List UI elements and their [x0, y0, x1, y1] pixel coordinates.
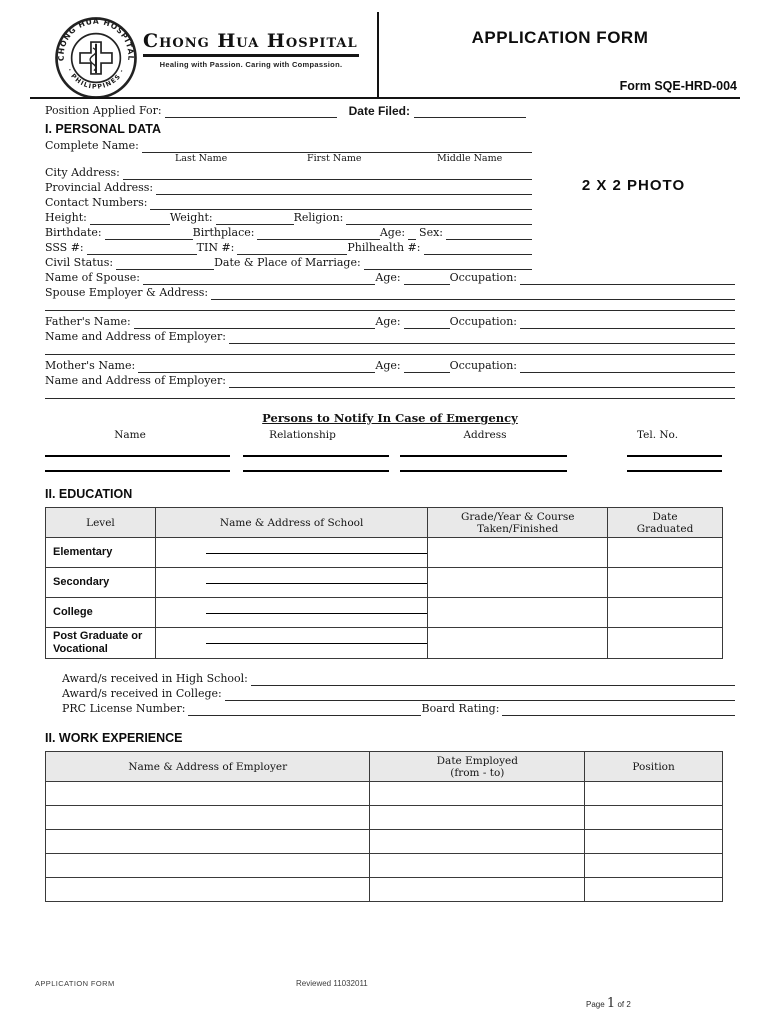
page-word: Page: [586, 1000, 605, 1009]
philhealth-label: Philhealth #:: [347, 241, 421, 254]
complete-name-line[interactable]: [142, 141, 532, 153]
last-name-sublabel: Last Name: [175, 153, 228, 164]
work-position-cell[interactable]: [585, 854, 723, 878]
father-name-line[interactable]: [134, 317, 376, 329]
wordmark-rule: [143, 54, 359, 57]
provincial-address-label: Provincial Address:: [45, 181, 154, 194]
father-occupation-line[interactable]: [520, 317, 735, 329]
emergency-line[interactable]: [45, 455, 230, 457]
city-address-line[interactable]: [123, 168, 532, 180]
work-employer-cell[interactable]: [46, 806, 370, 830]
grade-cell[interactable]: [428, 628, 608, 659]
civil-status-line[interactable]: [116, 258, 214, 270]
section-education: II. EDUCATION: [45, 487, 133, 501]
marriage-label: Date & Place of Marriage:: [214, 256, 361, 269]
marriage-line[interactable]: [364, 258, 532, 270]
school-cell[interactable]: [155, 538, 427, 568]
emergency-row-2: [45, 470, 735, 472]
school-cell[interactable]: [155, 598, 427, 628]
header-vertical-divider: [377, 12, 379, 97]
position-applied-label: Position Applied For:: [45, 104, 162, 117]
middle-name-sublabel: Middle Name: [437, 153, 503, 164]
work-row: [46, 782, 723, 806]
photo-area: [532, 137, 735, 270]
civil-status-label: Civil Status:: [45, 256, 114, 269]
work-date-cell[interactable]: [370, 878, 585, 902]
date-graduated-cell[interactable]: [608, 568, 723, 598]
blank-line[interactable]: [45, 388, 735, 399]
emergency-col-name: Name: [114, 429, 146, 441]
level-label: College: [46, 598, 156, 628]
work-header-row: [46, 752, 723, 782]
spouse-age-label: Age:: [375, 271, 401, 284]
age-label: Age:: [379, 226, 406, 239]
seal-arc-top-text: CHONG HUA HOSPITAL: [56, 16, 136, 62]
board-rating-line[interactable]: [502, 704, 735, 716]
mother-age-label: Age:: [375, 359, 401, 372]
mother-employer-label: Name and Address of Employer:: [45, 374, 226, 387]
awards-block: [45, 671, 735, 716]
award-highschool-label: Award/s received in High School:: [62, 672, 248, 685]
religion-label: Religion:: [293, 211, 344, 224]
footer-document-name: APPLICATION FORM: [35, 979, 115, 988]
section-personal-data: I. PERSONAL DATA: [45, 122, 161, 136]
school-writing-line[interactable]: [206, 613, 427, 614]
hospital-wordmark: [143, 30, 359, 69]
education-row-college: [46, 598, 723, 628]
father-employer-line[interactable]: [229, 332, 735, 344]
education-row-elementary: [46, 538, 723, 568]
date-filed-line[interactable]: [414, 106, 526, 118]
emergency-line[interactable]: [400, 455, 567, 457]
photo-placeholder-label: 2 X 2 PHOTO: [581, 177, 686, 194]
provincial-address-line[interactable]: [156, 183, 532, 195]
father-employer-label: Name and Address of Employer:: [45, 330, 226, 343]
position-applied-line[interactable]: [165, 106, 337, 118]
row-position-applied: [45, 102, 735, 118]
header-rule: [30, 97, 740, 99]
level-label: Secondary: [46, 568, 156, 598]
spouse-occupation-line[interactable]: [520, 273, 735, 285]
school-cell[interactable]: [155, 568, 427, 598]
father-occupation-label: Occupation:: [449, 315, 517, 328]
footer-page-indicator: [586, 996, 631, 1011]
work-date-cell[interactable]: [370, 854, 585, 878]
work-employer-cell[interactable]: [46, 782, 370, 806]
level-label: Elementary: [46, 538, 156, 568]
spouse-employer-label: Spouse Employer & Address:: [45, 286, 209, 299]
height-line[interactable]: [90, 213, 170, 225]
form-number: Form SQE-HRD-004: [619, 79, 737, 93]
education-row-postgraduate: [46, 628, 723, 659]
philhealth-line[interactable]: [424, 243, 533, 255]
mother-name-line[interactable]: [138, 361, 375, 373]
father-age-line[interactable]: [404, 317, 450, 329]
contact-numbers-label: Contact Numbers:: [45, 196, 148, 209]
birthplace-line[interactable]: [257, 228, 379, 240]
emergency-line[interactable]: [45, 470, 230, 472]
mother-employer-line[interactable]: [229, 376, 735, 388]
sss-line[interactable]: [87, 243, 197, 255]
city-address-label: City Address:: [45, 166, 120, 179]
father-name-label: Father's Name:: [45, 315, 131, 328]
emergency-section: [45, 411, 735, 472]
school-writing-line[interactable]: [206, 553, 427, 554]
work-experience-table: [45, 751, 723, 902]
mother-name-label: Mother's Name:: [45, 359, 136, 372]
birthdate-label: Birthdate:: [45, 226, 102, 239]
school-cell[interactable]: [155, 628, 427, 659]
emergency-title: Persons to Notify In Case of Emergency: [262, 411, 518, 425]
mother-occupation-line[interactable]: [520, 361, 735, 373]
date-filed-label: Date Filed:: [348, 104, 410, 118]
father-age-label: Age:: [375, 315, 401, 328]
emergency-row-1: [45, 455, 735, 457]
emergency-col-relationship: Relationship: [269, 429, 336, 441]
sss-label: SSS #:: [45, 241, 84, 254]
work-position-cell[interactable]: [585, 782, 723, 806]
blank-line[interactable]: [45, 344, 735, 355]
mother-age-line[interactable]: [404, 361, 450, 373]
complete-name-label: Complete Name:: [45, 139, 139, 152]
work-row: [46, 854, 723, 878]
name-sublabels: [45, 153, 532, 165]
emergency-line[interactable]: [400, 470, 567, 472]
work-position-cell[interactable]: [585, 878, 723, 902]
spouse-employer-line[interactable]: [211, 288, 735, 300]
grade-cell[interactable]: [428, 598, 608, 628]
work-date-cell[interactable]: [370, 830, 585, 854]
seal-arc-bottom-text: · PHILIPPINES ·: [65, 67, 127, 91]
work-position-cell[interactable]: [585, 830, 723, 854]
education-col-level: Level: [46, 508, 156, 538]
education-header-row: [46, 508, 723, 538]
mother-occupation-label: Occupation:: [449, 359, 517, 372]
level-label: Post Graduate or Vocational: [46, 628, 156, 659]
birthplace-label: Birthplace:: [192, 226, 255, 239]
work-employer-cell[interactable]: [46, 830, 370, 854]
grade-cell[interactable]: [428, 538, 608, 568]
sex-line[interactable]: [446, 228, 532, 240]
award-college-label: Award/s received in College:: [62, 687, 222, 700]
page-title: APPLICATION FORM: [471, 28, 649, 47]
work-col-position: Position: [585, 752, 723, 782]
education-table: [45, 507, 723, 659]
emergency-line[interactable]: [243, 470, 389, 472]
date-graduated-cell[interactable]: [608, 598, 723, 628]
tin-label: TIN #:: [196, 241, 235, 254]
contact-numbers-line[interactable]: [150, 198, 532, 210]
school-writing-line[interactable]: [206, 583, 427, 584]
education-col-date: Date Graduated: [608, 508, 723, 538]
weight-label: Weight:: [169, 211, 213, 224]
school-writing-line[interactable]: [206, 643, 427, 644]
page-number: 1: [606, 996, 616, 1011]
sex-label: Sex:: [419, 226, 443, 239]
height-label: Height:: [45, 211, 87, 224]
blank-line[interactable]: [45, 300, 735, 311]
section-work-experience: II. WORK EXPERIENCE: [45, 731, 183, 745]
spouse-name-line[interactable]: [143, 273, 375, 285]
birthdate-line[interactable]: [105, 228, 193, 240]
work-row: [46, 830, 723, 854]
education-col-grade: Grade/Year & Course Taken/Finished: [428, 508, 608, 538]
prc-license-line[interactable]: [188, 704, 421, 716]
personal-data-block: [45, 137, 735, 270]
work-employer-cell[interactable]: [46, 878, 370, 902]
work-col-date: Date Employed (from - to): [370, 752, 585, 782]
form-body: [45, 102, 735, 902]
emergency-line[interactable]: [627, 470, 722, 472]
hospital-name: Chong Hua Hospital: [143, 30, 358, 52]
hospital-seal-icon: [54, 16, 138, 100]
spouse-occupation-label: Occupation:: [449, 271, 517, 284]
page-total: of 2: [617, 1000, 631, 1009]
spouse-name-label: Name of Spouse:: [45, 271, 140, 284]
award-highschool-line[interactable]: [251, 674, 735, 686]
spouse-age-line[interactable]: [404, 273, 450, 285]
work-col-employer: Name & Address of Employer: [46, 752, 370, 782]
education-col-school: Name & Address of School: [155, 508, 427, 538]
work-date-cell[interactable]: [370, 806, 585, 830]
emergency-line[interactable]: [243, 455, 389, 457]
work-employer-cell[interactable]: [46, 854, 370, 878]
award-college-line[interactable]: [225, 689, 735, 701]
work-row: [46, 878, 723, 902]
date-graduated-cell[interactable]: [608, 538, 723, 568]
weight-line[interactable]: [216, 213, 294, 225]
tin-line[interactable]: [237, 243, 347, 255]
prc-license-label: PRC License Number:: [62, 702, 186, 715]
work-row: [46, 806, 723, 830]
age-line[interactable]: [408, 228, 416, 240]
footer-reviewed: Reviewed 11032011: [296, 979, 368, 988]
emergency-headers: [45, 428, 735, 442]
emergency-col-address: Address: [463, 429, 507, 441]
emergency-col-tel: Tel. No.: [636, 429, 679, 441]
education-row-secondary: [46, 568, 723, 598]
grade-cell[interactable]: [428, 568, 608, 598]
religion-line[interactable]: [346, 213, 532, 225]
first-name-sublabel: First Name: [307, 153, 362, 164]
board-rating-label: Board Rating:: [421, 702, 500, 715]
emergency-line[interactable]: [627, 455, 722, 457]
work-position-cell[interactable]: [585, 806, 723, 830]
work-date-cell[interactable]: [370, 782, 585, 806]
hospital-tagline: Healing with Passion. Caring with Compassion.: [159, 60, 343, 69]
date-graduated-cell[interactable]: [608, 628, 723, 659]
